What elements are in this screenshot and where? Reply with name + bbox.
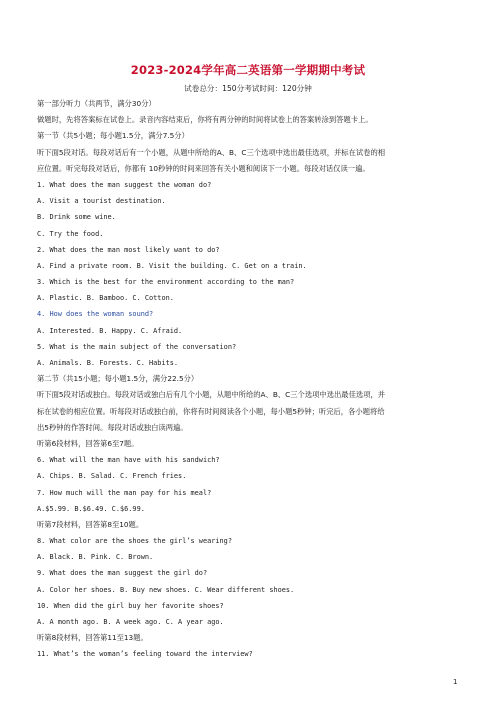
text-line: 听第6段材料，回答第6至7题。 xyxy=(37,438,139,448)
text-line: 3. Which is the best for the environment according to the man? xyxy=(37,278,295,287)
text-line: 做题时，先将答案标在试卷上。录音内容结束后，你将有两分钟的时间将试卷上的答案转涂到答题卡上。 xyxy=(37,115,373,125)
text-line: C. Try the food. xyxy=(37,229,104,238)
exam-body xyxy=(37,96,469,663)
text-line: A. A month ago. B. A week ago. C. A year ago. xyxy=(37,618,224,626)
text-line: 8. What color are the shoes the girl’s wearing? xyxy=(37,537,232,546)
text-line: 9. What does the man suggest the girl do? xyxy=(37,569,208,578)
text-line: 5. What is the main subject of the conversation? xyxy=(37,342,237,351)
text-line: A. Visit a tourist destination. xyxy=(37,197,166,206)
text-line: A. Interested. B. Happy. C. Afraid. xyxy=(37,326,183,335)
text-line: B. Drink some wine. xyxy=(37,213,116,222)
text-line: 2. What does the man most likely want to do? xyxy=(37,245,220,254)
text-line: 第一部分听力（共两节，满分30分） xyxy=(37,99,156,108)
text-line: A.$5.99. B.$6.49. C.$6.99. xyxy=(37,504,145,513)
text-line: 听下面5段对话。每段对话后有一个小题，从题中所给的A、B、C三个选项中选出最佳选项，并标在试卷的相 xyxy=(37,147,386,157)
text-line: 4. How does the woman sound? xyxy=(37,310,154,319)
text-line: 1. What does the man suggest the woman do? xyxy=(37,180,212,189)
text-line: 10. When did the girl buy her favorite shoes? xyxy=(37,601,224,610)
text-line: 标在试卷的相应位置。听每段对话或独白前，你将有时间阅读各个小题，每小题5秒钟；听完后，各小题将给 xyxy=(37,406,385,416)
text-line: A. Chips. B. Salad. C. French fries. xyxy=(37,472,187,481)
exam-subtitle: 试卷总分：150分考试时间：120分钟 xyxy=(184,84,312,93)
text-line: A. Black. B. Pink. C. Brown. xyxy=(37,553,154,562)
text-line: A. Plastic. B. Bamboo. C. Cotton. xyxy=(37,294,174,303)
text-line: A. Find a private room. B. Visit the building. C. Get on a train. xyxy=(37,261,307,270)
page-number: 1 xyxy=(453,678,458,686)
text-line: 听第7段材料，回答第8至10题。 xyxy=(37,519,144,529)
text-line: 11. What’s the woman’s feeling toward the interview? xyxy=(37,650,253,659)
exam-title: 2023-2024学年高二英语第一学期期中考试 xyxy=(130,63,366,77)
text-line: 出5秒钟的作答时间。每段对话或独白读两遍。 xyxy=(37,422,188,432)
text-line: 听下面5段对话或独白。每段对话或独白后有几个小题，从题中所给的A、B、C三个选项中选出最佳选项，并 xyxy=(37,390,386,400)
text-line: 第二节（共15小题；每小题1.5分，满分22.5分） xyxy=(37,374,199,384)
text-line: 应位置。听完每段对话后，你都有 10秒钟的时间来回答有关小题和阅读下一小题。每段对话仅读一遍。 xyxy=(37,163,370,173)
text-line: 第一节（共5小题；每小题1.5分，满分7.5分） xyxy=(37,131,189,141)
text-line: 7. How much will the man pay for his meal? xyxy=(37,488,212,497)
text-line: A. Color her shoes. B. Buy new shoes. C. Wear different shoes. xyxy=(37,585,295,594)
text-line: A. Animals. B. Forests. C. Habits. xyxy=(37,359,179,367)
text-line: 6. What will the man have with his sandwich? xyxy=(37,456,220,465)
text-line: 听第8段材料，回答第11至13题。 xyxy=(37,633,148,643)
